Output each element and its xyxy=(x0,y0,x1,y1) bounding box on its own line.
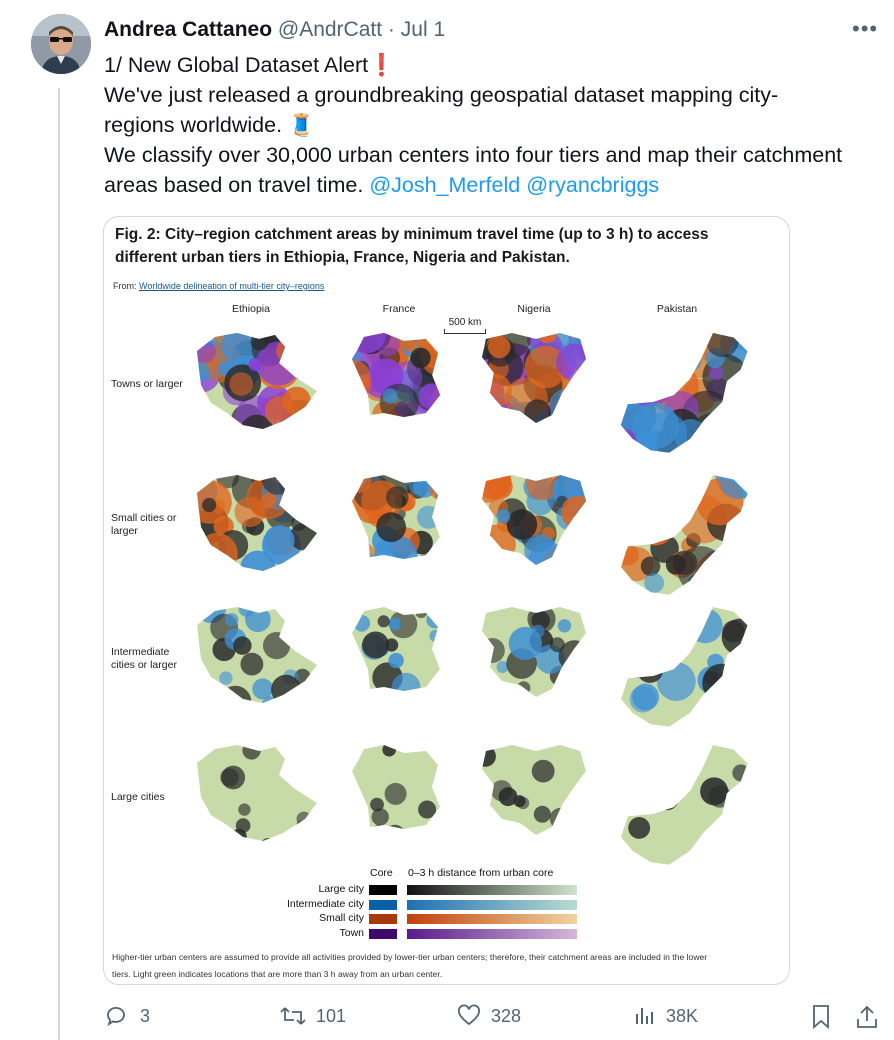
row-label: Towns or larger xyxy=(111,378,183,390)
avatar-image xyxy=(31,14,91,74)
legend-item xyxy=(244,912,584,925)
tweet-text xyxy=(104,50,884,200)
legend-core-header: Core xyxy=(370,867,393,879)
figure-title-line: Fig. 2: City–region catchment areas by minimum travel time (up to 3 h) to access xyxy=(115,226,709,243)
map-pak-row-1 xyxy=(599,311,763,466)
legend-core-swatch xyxy=(369,900,397,910)
figure-footnote xyxy=(112,949,782,983)
tweet-line xyxy=(104,170,884,200)
footnote-line: tiers. Light green indicates locations that are more than 3 h away from an urban center. xyxy=(112,969,443,979)
map-pak-row-3 xyxy=(621,591,758,730)
legend-item xyxy=(244,927,584,940)
map-eth-row-2 xyxy=(179,462,318,586)
thread-line xyxy=(58,88,60,1040)
row-label: Intermediate cities or larger xyxy=(111,646,177,671)
map-nga-row-2 xyxy=(466,459,611,588)
retweet-count: 101 xyxy=(316,1005,347,1026)
figure-title-line: different urban tiers in Ethiopia, France, Nigeria and Pakistan. xyxy=(115,249,570,266)
heart-icon xyxy=(457,1004,481,1028)
like-button[interactable] xyxy=(457,1004,521,1028)
map-eth-row-3 xyxy=(192,593,317,719)
legend-gradient-swatch xyxy=(407,914,577,924)
bookmark-icon xyxy=(810,1004,832,1030)
reply-icon xyxy=(106,1004,130,1028)
map-fra-row-1 xyxy=(333,313,473,452)
legend-distance-header: 0–3 h distance from urban core xyxy=(408,867,554,879)
map-pak-row-4 xyxy=(618,744,750,865)
reply-count: 3 xyxy=(140,1005,151,1026)
legend-gradient-swatch xyxy=(407,885,577,895)
avatar[interactable] xyxy=(31,14,91,74)
column-header: Ethiopia xyxy=(232,303,270,315)
legend-core-swatch xyxy=(369,929,397,939)
map-eth-row-4 xyxy=(197,741,318,852)
author-handle[interactable]: @AndrCatt xyxy=(277,18,383,41)
share-icon xyxy=(855,1004,879,1030)
legend-gradient-swatch xyxy=(407,900,577,910)
legend-gradient-swatch xyxy=(407,929,577,939)
mention-link[interactable]: @ryancbriggs xyxy=(526,173,660,197)
tweet-line-text: areas based on travel time. xyxy=(104,173,370,197)
scale-label: 500 km xyxy=(448,317,482,328)
retweet-button[interactable] xyxy=(280,1004,346,1028)
legend-core-swatch xyxy=(369,885,397,895)
analytics-icon xyxy=(634,1004,656,1028)
map-pak-row-2 xyxy=(608,451,767,598)
tweet-header xyxy=(104,18,445,42)
map-fra-row-4 xyxy=(352,743,467,846)
views-count: 38K xyxy=(666,1005,699,1026)
map-nga-row-1 xyxy=(465,319,609,452)
column-header: Nigeria xyxy=(517,303,551,315)
like-count: 328 xyxy=(491,1005,522,1026)
tweet-line: We classify over 30,000 urban centers into four tiers and map their catchment xyxy=(104,143,843,167)
separator-dot: · xyxy=(387,18,395,41)
legend-core-swatch xyxy=(369,914,397,924)
figure-source-link[interactable]: Worldwide delineation of multi-tier city–regions xyxy=(139,281,325,291)
column-header: Pakistan xyxy=(656,303,698,315)
map-eth-row-1 xyxy=(179,319,318,450)
views-button[interactable] xyxy=(634,1004,698,1028)
map-layer xyxy=(179,311,767,865)
bookmark-button[interactable] xyxy=(810,1004,832,1030)
map-nga-row-3 xyxy=(471,605,590,721)
retweet-icon xyxy=(280,1004,306,1028)
row-label: Large cities xyxy=(111,791,165,803)
figure-source-label: From: xyxy=(113,281,137,291)
legend-label: Large city xyxy=(318,883,364,895)
column-header: France xyxy=(382,303,416,315)
author-name[interactable]: Andrea Cattaneo xyxy=(104,18,273,41)
tweet-line: We've just released a groundbreaking geospatial dataset mapping city- xyxy=(104,83,779,107)
reply-button[interactable] xyxy=(106,1004,150,1028)
tweet-date[interactable]: Jul 1 xyxy=(400,18,446,41)
legend-label: Town xyxy=(339,926,364,939)
legend-label: Intermediate city xyxy=(286,897,364,910)
tweet-actions xyxy=(0,1000,894,1036)
map-fra-row-3 xyxy=(343,599,477,716)
row-label: Small cities or larger xyxy=(111,512,177,537)
more-options-icon[interactable]: ••• xyxy=(852,16,879,41)
legend-item xyxy=(244,883,584,896)
map-nga-row-4 xyxy=(475,745,594,847)
tweet-line: 1/ New Global Dataset Alert❗ xyxy=(104,53,395,77)
map-fra-row-2 xyxy=(337,458,475,592)
legend-item xyxy=(244,898,584,911)
mention-link[interactable]: @Josh_Merfeld xyxy=(369,173,521,197)
legend-label: Small city xyxy=(319,912,364,924)
share-button[interactable] xyxy=(855,1004,879,1030)
footnote-line: Higher-tier urban centers are assumed to provide all activities provided by lower-tier urban centers; therefore, their catchment areas are included in the lower xyxy=(112,952,708,962)
tweet-line: regions worldwide. 🧵 xyxy=(104,113,315,137)
tweet-media-figure[interactable] xyxy=(103,216,790,985)
